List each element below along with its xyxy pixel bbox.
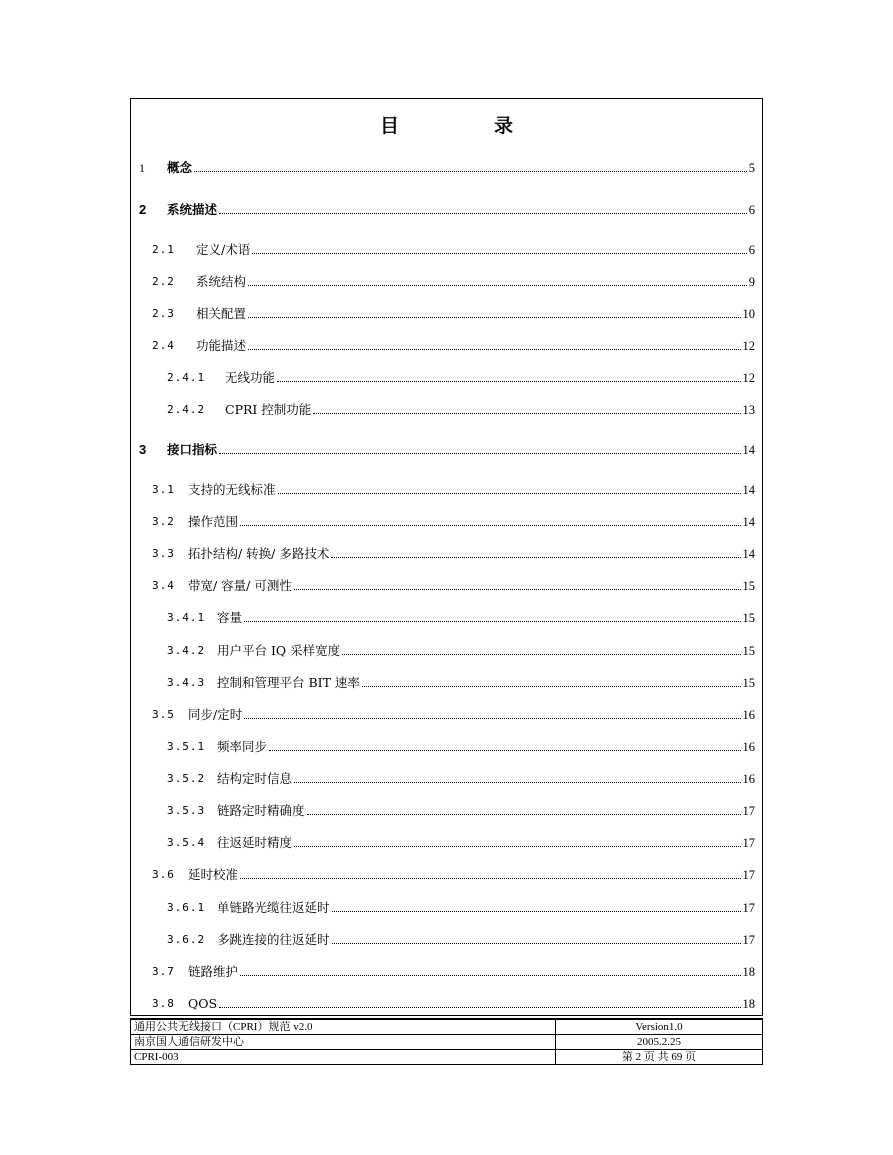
- toc-entry-text: 同步/定时: [188, 707, 243, 722]
- toc-entry[interactable]: [131, 606, 762, 626]
- toc-entry-page: 17: [742, 836, 755, 850]
- toc-entry[interactable]: [131, 542, 762, 562]
- toc-leader: [244, 621, 740, 622]
- toc-leader: [277, 381, 740, 382]
- toc-entry-number: 3.1: [152, 483, 175, 496]
- toc-leader: [313, 413, 740, 414]
- toc-entry-number: 3.4.3: [167, 676, 206, 689]
- toc-entry-number: 1: [139, 161, 145, 175]
- toc-leader: [294, 846, 740, 847]
- toc-leader: [248, 317, 740, 318]
- toc-entry[interactable]: [131, 863, 762, 883]
- toc-entry-text: 往返延时精度: [217, 835, 293, 850]
- toc-leader: [219, 1007, 740, 1008]
- toc-entry-number: 2.4.1: [167, 371, 206, 384]
- footer-row: [131, 1035, 763, 1050]
- toc-entry-text: 多跳连接的往返延时: [217, 932, 330, 947]
- toc-entry-text: 无线功能: [225, 370, 276, 385]
- toc-entry-page: 9: [748, 275, 755, 289]
- toc-entry-number: 3.7: [152, 965, 175, 978]
- toc-entry-number: 2.4.2: [167, 403, 206, 416]
- toc-entry-text: 支持的无线标准: [188, 482, 276, 497]
- toc-entry-page: 18: [742, 965, 755, 979]
- toc-entry-number: 3.4.1: [167, 611, 206, 624]
- toc-entry-text: 系统结构: [196, 274, 247, 289]
- footer-row: [131, 1019, 763, 1035]
- toc-leader: [294, 589, 741, 590]
- toc-entry-text: 链路定时精确度: [217, 803, 305, 818]
- page-footer: [130, 1018, 763, 1065]
- toc-entry[interactable]: [131, 238, 762, 258]
- toc-frame: [130, 98, 763, 1016]
- toc-entry-page: 5: [748, 161, 755, 175]
- footer-doc-title: 通用公共无线接口（CPRI）规范 v2.0: [131, 1019, 556, 1035]
- toc-entry-text: 带宽/ 容量/ 可测性: [188, 578, 292, 593]
- toc-entry-number: 3.6.1: [167, 901, 206, 914]
- toc-leader: [244, 718, 740, 719]
- toc-leader: [332, 943, 741, 944]
- toc-entry-number: 3.6.2: [167, 933, 206, 946]
- toc-entry-number: 3.4: [152, 579, 175, 592]
- footer-page-info: 第 2 页 共 69 页: [556, 1050, 763, 1065]
- footer-row: [131, 1050, 763, 1065]
- toc-entry[interactable]: [131, 366, 762, 386]
- toc-leader: [240, 878, 740, 879]
- toc-entry-text: CPRI 控制功能: [225, 402, 312, 417]
- toc-entry-page: 16: [742, 708, 755, 722]
- toc-entry-text: 定义/术语: [196, 242, 251, 257]
- footer-doc-id: CPRI-003: [131, 1050, 556, 1065]
- toc-leader: [331, 557, 740, 558]
- toc-leader: [219, 213, 747, 214]
- toc-leader: [269, 750, 740, 751]
- toc-leader: [194, 171, 747, 172]
- toc-entry-number: 2.1: [152, 243, 175, 256]
- toc-leader: [219, 453, 740, 454]
- toc-entry[interactable]: [131, 896, 762, 916]
- toc-entry-page: 6: [748, 203, 755, 217]
- toc-entry-text: 功能描述: [196, 338, 247, 353]
- toc-entry[interactable]: [131, 735, 762, 755]
- toc-entry[interactable]: [131, 478, 762, 498]
- toc-leader: [248, 349, 740, 350]
- toc-entry[interactable]: [131, 671, 762, 691]
- toc-entry-number: 3.4.2: [167, 644, 206, 657]
- toc-entry-text: 系统描述: [167, 202, 218, 217]
- toc-leader: [362, 686, 741, 687]
- toc-entry-text: 概念: [167, 160, 193, 175]
- toc-entry-number: 2.4: [152, 339, 175, 352]
- toc-entry-text: 操作范围: [188, 514, 239, 529]
- toc-entry-text: 接口指标: [167, 442, 218, 457]
- toc-entry-page: 16: [742, 772, 755, 786]
- toc-leader: [252, 253, 747, 254]
- toc-entry[interactable]: [131, 574, 762, 594]
- toc-entry-number: 3.5.3: [167, 804, 206, 817]
- toc-entry-page: 10: [742, 307, 755, 321]
- toc-entry-text: 结构定时信息: [217, 771, 293, 786]
- toc-entry-page: 15: [742, 611, 755, 625]
- toc-entry-number: 2.2: [152, 275, 175, 288]
- toc-entry-number: 3.5.4: [167, 836, 206, 849]
- toc-entry-number: 3.5: [152, 708, 175, 721]
- toc-entry-page: 13: [742, 403, 755, 417]
- toc-entry-text: 相关配置: [196, 306, 247, 321]
- toc-entry-number: 2.3: [152, 307, 175, 320]
- toc-entry-page: 15: [742, 579, 755, 593]
- toc-entry[interactable]: [131, 334, 762, 354]
- toc-entry-number: 3.3: [152, 547, 175, 560]
- toc-entry-text: 延时校准: [188, 867, 239, 882]
- toc-entry-number: 3.5.2: [167, 772, 206, 785]
- toc-entry[interactable]: [131, 302, 762, 322]
- toc-leader: [294, 782, 740, 783]
- toc-entry-text: 用户平台 IQ 采样宽度: [217, 643, 341, 658]
- toc-entry-page: 17: [742, 868, 755, 882]
- toc-entry-text: 拓扑结构/ 转换/ 多路技术: [188, 546, 330, 561]
- toc-leader: [332, 911, 741, 912]
- toc-entry-text: QOS: [188, 996, 218, 1011]
- toc-entry-page: 6: [748, 243, 755, 257]
- footer-org: 南京国人通信研发中心: [131, 1035, 556, 1050]
- toc-entry-text: 频率同步: [217, 739, 268, 754]
- toc-entry-page: 12: [742, 371, 755, 385]
- toc-entry-page: 17: [742, 933, 755, 947]
- toc-entry[interactable]: [131, 960, 762, 980]
- toc-entry-page: 12: [742, 339, 755, 353]
- toc-entry-page: 17: [742, 901, 755, 915]
- toc-entry-page: 16: [742, 740, 755, 754]
- toc-leader: [278, 493, 741, 494]
- toc-entry[interactable]: [131, 703, 762, 723]
- toc-entry-page: 14: [742, 547, 755, 561]
- toc-leader: [342, 654, 740, 655]
- toc-entry[interactable]: [131, 928, 762, 948]
- toc-entry[interactable]: [131, 270, 762, 290]
- toc-entry-number: 3.8: [152, 997, 175, 1010]
- toc-entry-number: 3: [139, 442, 147, 457]
- footer-version: Version1.0: [556, 1019, 763, 1035]
- toc-leader: [240, 525, 740, 526]
- toc-entry[interactable]: [131, 639, 762, 659]
- toc-leader: [248, 285, 747, 286]
- toc-entry-number: 2: [139, 202, 147, 217]
- toc-entry-text: 单链路光缆往返延时: [217, 900, 330, 915]
- footer-date: 2005.2.25: [556, 1035, 763, 1050]
- toc-entry-page: 15: [742, 644, 755, 658]
- toc-entry[interactable]: [131, 831, 762, 851]
- toc-entry-page: 17: [742, 804, 755, 818]
- toc-entry-page: 14: [742, 515, 755, 529]
- toc-entry[interactable]: [131, 156, 762, 176]
- toc-entry-number: 3.6: [152, 868, 175, 881]
- toc-entry[interactable]: [131, 992, 762, 1012]
- toc-leader: [307, 814, 741, 815]
- toc-leader: [240, 975, 740, 976]
- toc-entry-page: 14: [742, 483, 755, 497]
- toc-entry[interactable]: [131, 510, 762, 530]
- toc-entry-page: 15: [742, 676, 755, 690]
- toc-entry[interactable]: [131, 767, 762, 787]
- toc-entry-text: 链路维护: [188, 964, 239, 979]
- toc-title: 目 录: [379, 115, 551, 137]
- toc-entry-page: 14: [742, 443, 755, 457]
- toc-entry-number: 3.5.1: [167, 740, 206, 753]
- toc-entry-page: 18: [742, 997, 755, 1011]
- toc-entry-text: 控制和管理平台 BIT 速率: [217, 675, 360, 690]
- toc-entry-number: 3.2: [152, 515, 175, 528]
- toc-entry[interactable]: [131, 198, 762, 218]
- toc-entry[interactable]: [131, 438, 762, 458]
- toc-entry-text: 容量: [217, 610, 243, 625]
- toc-entry[interactable]: [131, 398, 762, 418]
- toc-entry[interactable]: [131, 799, 762, 819]
